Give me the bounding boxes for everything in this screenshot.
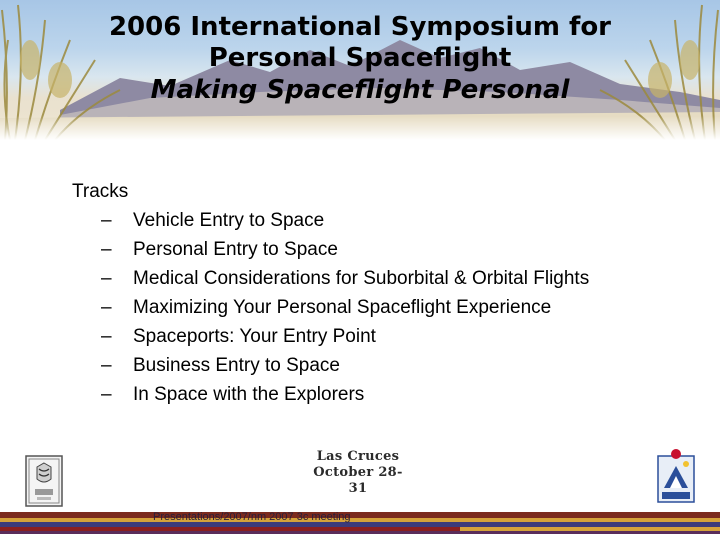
track-item (72, 206, 692, 235)
track-item (72, 380, 692, 409)
slide-title-line2: Personal Spaceflight (208, 43, 512, 73)
presentation-label: Presentations/2007/nm 2007 3c meeting (153, 511, 351, 523)
track-item (72, 351, 692, 380)
dash-bullet: – (101, 210, 112, 231)
track-list (72, 206, 692, 409)
track-item (72, 235, 692, 264)
track-label: In Space with the Explorers (133, 384, 365, 405)
track-item (72, 322, 692, 351)
track-label: Spaceports: Your Entry Point (133, 326, 376, 347)
slide-title-line1: 2006 International Symposium for (108, 12, 612, 42)
track-label: Business Entry to Space (133, 355, 340, 376)
track-label: Maximizing Your Personal Spaceflight Experience (133, 297, 552, 318)
slide-subtitle: Making Spaceflight Personal (150, 75, 570, 105)
dash-bullet: – (101, 355, 112, 376)
dash-bullet: – (101, 326, 112, 347)
track-label: Medical Considerations for Suborbital & Orbital Flights (133, 268, 590, 289)
header-fade (0, 116, 720, 140)
track-label: Personal Entry to Space (133, 239, 338, 260)
event-info (310, 449, 406, 497)
tracks-heading: Tracks (72, 181, 129, 202)
footer-bars (0, 510, 720, 540)
track-item (72, 264, 692, 293)
nasa-seal-logo (25, 455, 63, 507)
dash-bullet: – (101, 297, 112, 318)
dash-bullet: – (101, 384, 112, 405)
new-mexico-space-grant-logo (656, 448, 696, 504)
track-label: Vehicle Entry to Space (133, 210, 325, 231)
track-item (72, 293, 692, 322)
title-block (80, 12, 640, 107)
dash-bullet: – (101, 268, 112, 289)
dash-bullet: – (101, 239, 112, 260)
event-location: Las Cruces (316, 449, 400, 464)
slide-content (72, 177, 692, 409)
event-dates: October 28-31 (313, 465, 403, 496)
